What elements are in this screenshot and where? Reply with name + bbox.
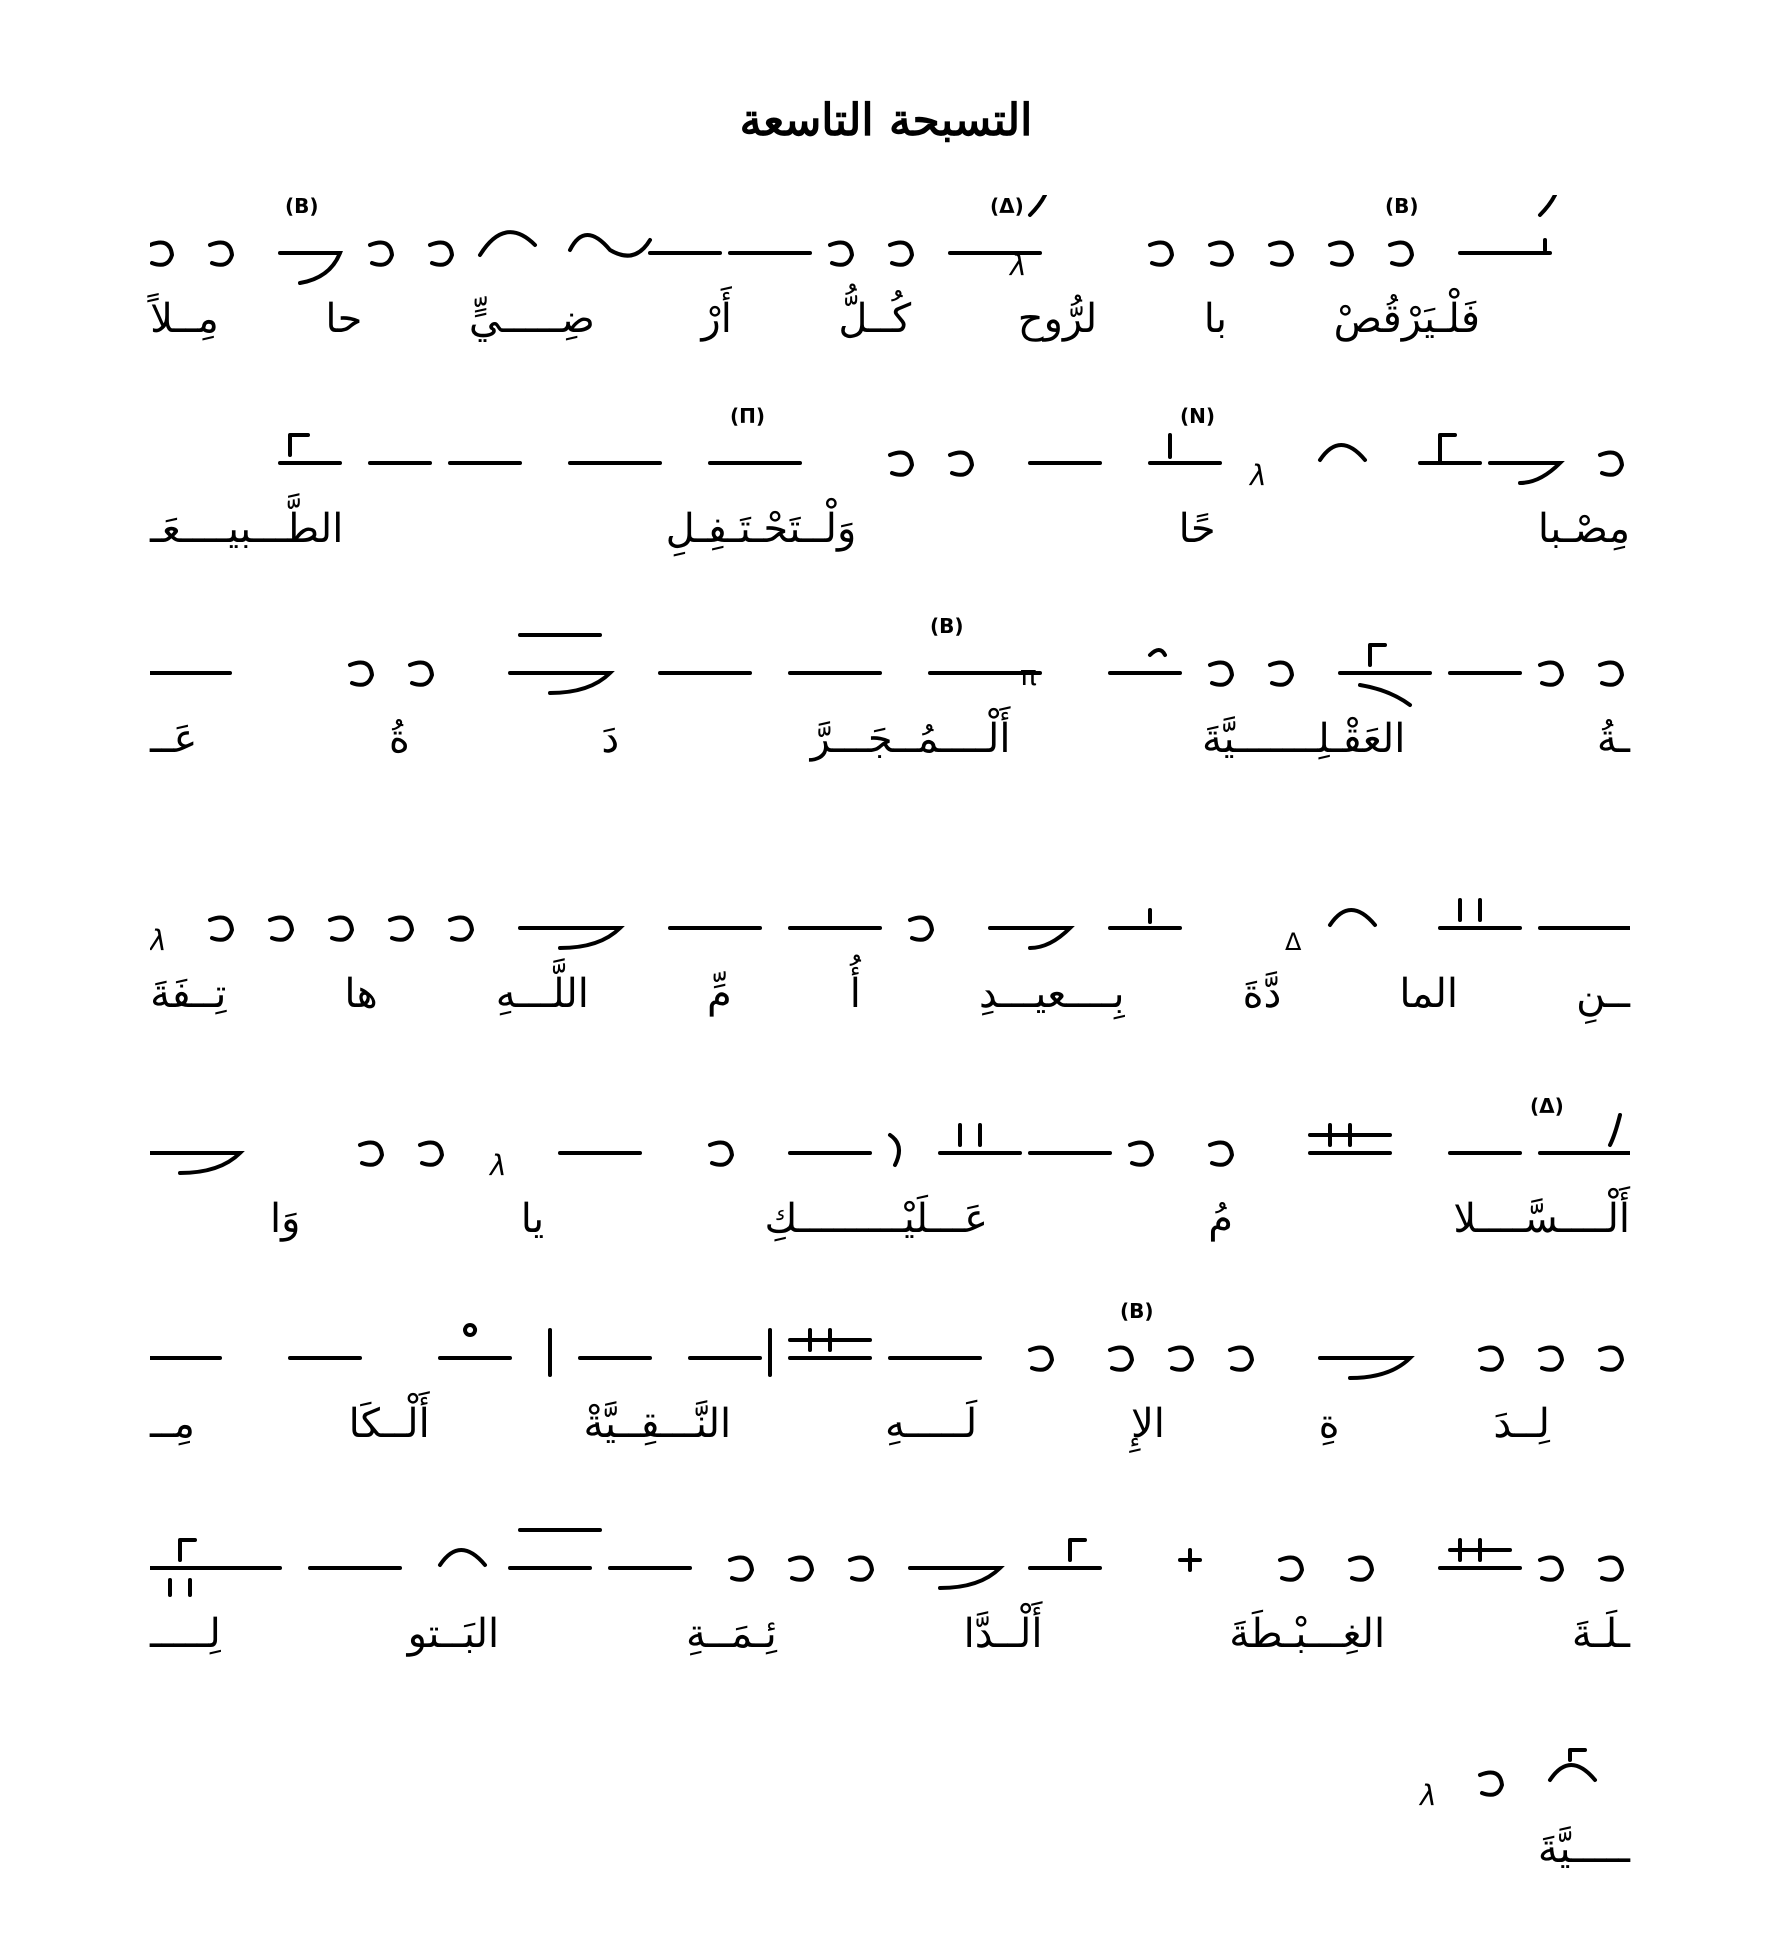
- lyric-word: كُــلُّ: [838, 296, 912, 342]
- mode-mark: (B): [1120, 1300, 1154, 1323]
- neume-row-5: [150, 1095, 1630, 1190]
- staff-line-4: [150, 870, 1630, 1020]
- lyric-word: مُ: [1208, 1196, 1234, 1242]
- staff-line-6: [150, 1300, 1630, 1450]
- lyric-word: العَقْـلِـــــــيَّةَ: [1201, 716, 1406, 762]
- lyrics-line-2: [150, 503, 1630, 555]
- lyric-word: لَـــــهِ: [884, 1401, 978, 1447]
- page-title: التسبحة التاسعة: [739, 95, 1033, 146]
- neume-row-3: [150, 615, 1630, 710]
- svg-text:π: π: [1020, 659, 1037, 692]
- lyric-word: وَا: [270, 1196, 301, 1242]
- lyrics-line-4: [150, 968, 1630, 1020]
- staff-line-1: [150, 195, 1630, 345]
- lyric-word: حًا: [1178, 506, 1216, 552]
- lyric-word: مِــ: [150, 1401, 195, 1447]
- lyric-word: حا: [325, 296, 363, 342]
- lyric-word: اللَّـــهِ: [495, 971, 589, 1017]
- neume-row-6: [150, 1300, 1630, 1395]
- mode-mark: (Δ): [990, 195, 1024, 218]
- lyric-word: الطَّـــبيــــعَـ: [150, 506, 344, 552]
- lyric-word: أَرْ: [701, 296, 732, 342]
- lyrics-line-1: [150, 293, 1630, 345]
- svg-text:λ: λ: [1420, 1779, 1437, 1812]
- svg-text:λ: λ: [1250, 459, 1267, 492]
- lyric-word: ضِـــــيٍّ: [468, 296, 595, 342]
- lyric-word: الإِ: [1130, 1401, 1165, 1447]
- lyric-word: مِصْـبا: [1537, 506, 1630, 552]
- mode-mark: (Π): [730, 405, 766, 428]
- lyric-word: ةُ: [388, 716, 410, 762]
- lyric-word: مِــلاً: [150, 296, 219, 342]
- lyric-word: البَــتو: [407, 1611, 500, 1657]
- lyric-word: تِــفَةَ: [150, 971, 227, 1017]
- lyric-word: ةِ: [1318, 1401, 1340, 1447]
- lyric-word: لِــدَ: [1493, 1401, 1550, 1447]
- lyric-word: عَـــلَيْـــــــــكِ: [764, 1196, 988, 1242]
- mode-mark: (Δ): [1530, 1095, 1564, 1118]
- lyric-word: فَلْـيَرْقُصْ: [1333, 296, 1480, 342]
- lyric-word: لرُّوح: [1017, 296, 1098, 342]
- neume-row-4: [150, 870, 1630, 965]
- lyric-word: أَلْــدَّا: [963, 1611, 1043, 1657]
- lyric-word: وَلْــتَحْـتَـفِـلِ: [665, 506, 857, 552]
- mode-mark: (B): [285, 195, 319, 218]
- lyric-word: النَّـــقِــيَّةْ: [583, 1401, 732, 1447]
- lyric-word: با: [1203, 296, 1228, 342]
- lyric-word: أَلْــــسَّــــلا: [1453, 1196, 1630, 1242]
- lyric-word: يا: [520, 1196, 545, 1242]
- lyric-word: دَّةَ: [1242, 971, 1282, 1017]
- lyric-word: أَلْــكَا: [348, 1401, 430, 1447]
- lyric-word: ـةُ: [1596, 716, 1630, 762]
- lyrics-line-7: [150, 1608, 1630, 1660]
- lyric-word: لِـــــ: [150, 1611, 221, 1657]
- staff-line-7: [150, 1510, 1630, 1660]
- lyric-word: ئِـمَــةِ: [685, 1611, 777, 1657]
- neume-row-1: [150, 195, 1630, 290]
- lyric-word: الغِـــبْـطَةَ: [1229, 1611, 1386, 1657]
- lyrics-line-3: [150, 713, 1630, 765]
- svg-text:λ: λ: [1010, 249, 1027, 282]
- lyric-word: دَ: [601, 716, 620, 762]
- lyric-word: ـــــيَّةَ: [1537, 1826, 1630, 1872]
- mode-mark: (B): [1385, 195, 1419, 218]
- svg-text:λ: λ: [490, 1149, 507, 1182]
- mode-mark: (N): [1180, 405, 1216, 428]
- neume-row-7: [150, 1510, 1630, 1605]
- staff-line-8: [1400, 1725, 1630, 1875]
- lyric-word: ــنِ: [1576, 971, 1630, 1017]
- svg-text:λ: λ: [150, 924, 167, 957]
- lyrics-line-8: [1400, 1823, 1630, 1875]
- neume-row-2: [150, 405, 1630, 500]
- staff-line-5: [150, 1095, 1630, 1245]
- neume-row-8: [1400, 1725, 1630, 1820]
- lyric-word: أُ: [849, 971, 861, 1017]
- svg-text:Δ: Δ: [1285, 928, 1302, 956]
- lyrics-line-5: [150, 1193, 1630, 1245]
- lyric-word: مِّ: [706, 971, 732, 1017]
- lyrics-line-6: [150, 1398, 1630, 1450]
- lyric-word: الما: [1399, 971, 1459, 1017]
- lyric-word: ها: [344, 971, 378, 1017]
- staff-line-3: [150, 615, 1630, 765]
- mode-mark: (B): [930, 615, 964, 638]
- lyric-word: عَــ: [150, 716, 198, 762]
- lyric-word: أَلْــــمُــجَـــرَّ: [810, 716, 1011, 762]
- lyric-word: بِــــعيـــدِ: [978, 971, 1125, 1017]
- staff-line-2: [150, 405, 1630, 555]
- lyric-word: ـلَـةَ: [1571, 1611, 1630, 1657]
